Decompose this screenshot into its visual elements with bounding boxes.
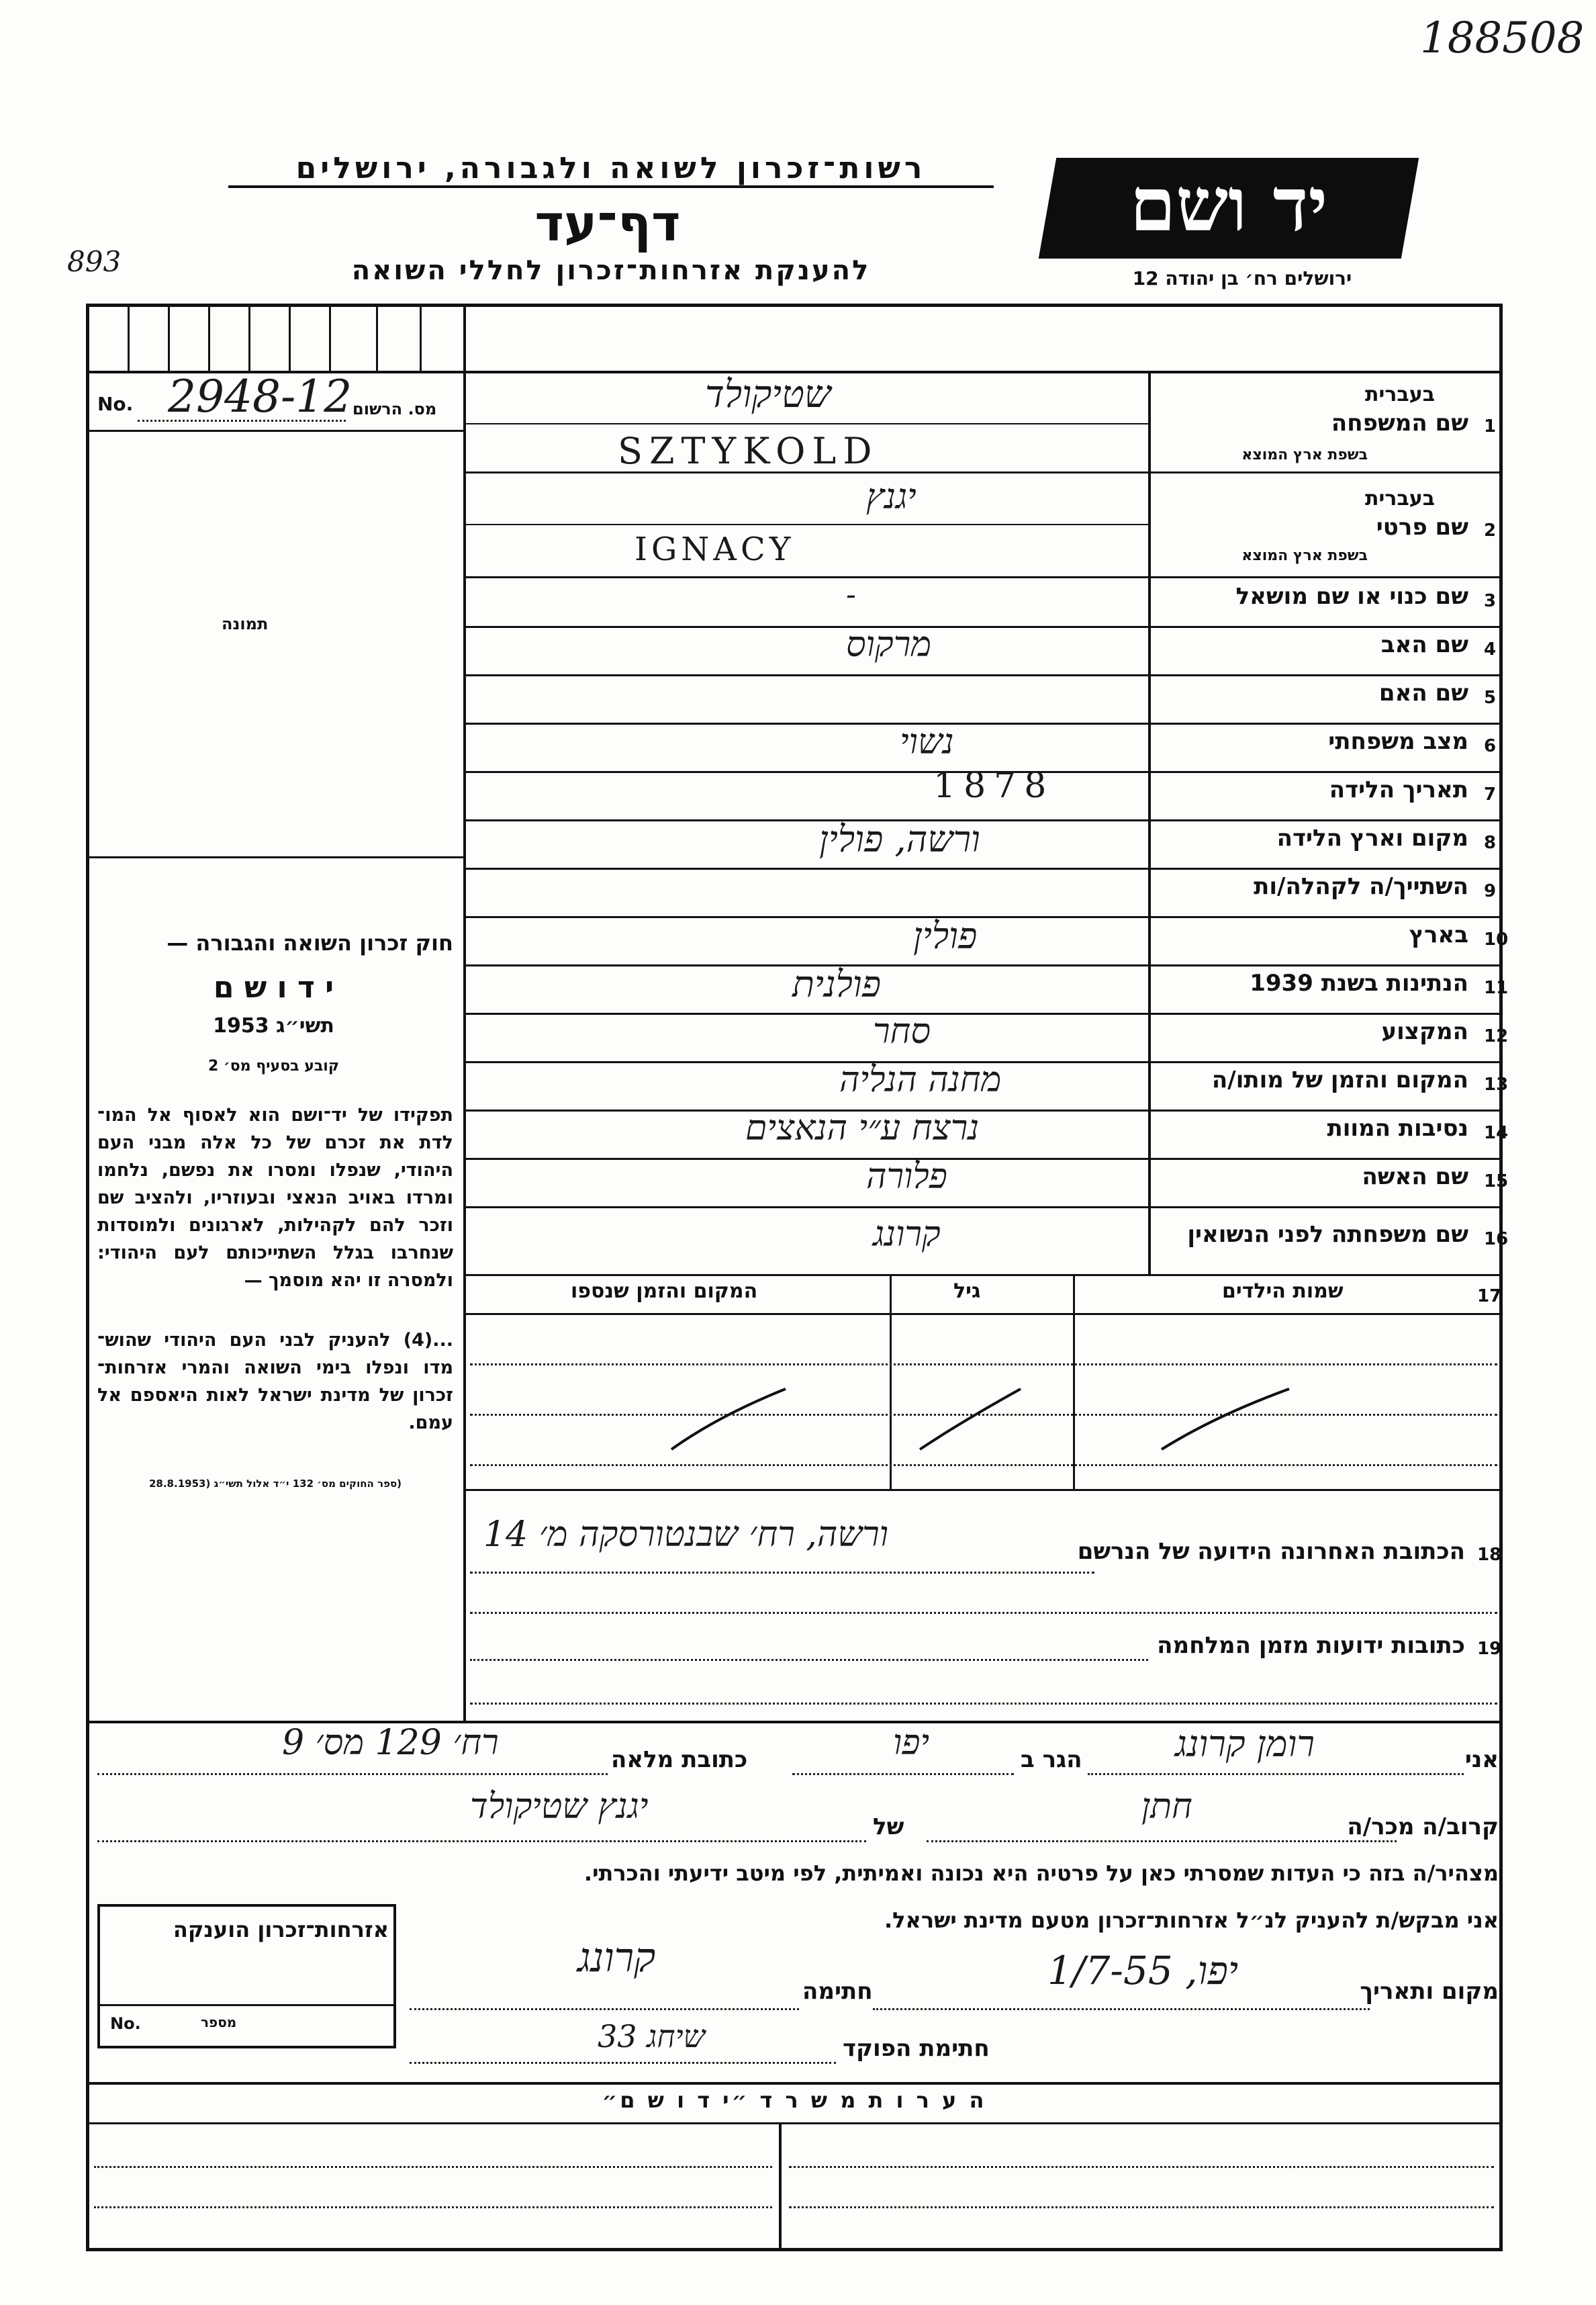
field-label: שם פרטי: [1376, 514, 1468, 541]
surname-original: SZTYKOLD: [618, 430, 879, 472]
reg-label: מס. הרשום: [353, 400, 437, 418]
top-reference-number: 188508: [1420, 13, 1585, 63]
field-label: שם המשפחה: [1331, 410, 1468, 437]
photo-label: תמונה: [222, 615, 269, 633]
request-text: אני מבקש/ת להעניק לנ״ל אזרחות־זכרון מטעם מדינת ישראל.: [884, 1907, 1499, 1933]
declarant-relation: חתן: [1141, 1787, 1192, 1827]
law-name: י ד ו ש ם: [213, 970, 334, 1005]
children-names-header: שמות הילדים: [1222, 1279, 1344, 1303]
side-mark: 893: [67, 245, 122, 278]
children-place-header: המקום והזמן שנספו: [571, 1279, 758, 1303]
officer-signature: שיחג 33: [598, 2018, 706, 2054]
citizenship-box: אזרחות־זכרון הוענקה No. מספר: [97, 1904, 396, 2048]
reg-no-label: No.: [97, 393, 134, 415]
declarant-signature: קרונג: [577, 1934, 656, 1981]
form-title: דף־עד: [534, 195, 681, 253]
hebrew-label: בעברית: [1365, 487, 1435, 510]
declarant-address: רח׳ 129 מס׳ 9: [282, 1723, 499, 1763]
first-name-original: IGNACY: [635, 531, 795, 568]
logo-address: ירושלים רח׳ בן יהודה 12: [1132, 267, 1352, 289]
declarant-name: רומן קרונג: [1175, 1723, 1315, 1765]
children-strike-marks: [463, 1315, 1503, 1489]
surname-hebrew: שטיקולד: [705, 373, 831, 416]
hebrew-label: בעברית: [1365, 383, 1435, 406]
first-name-hebrew: יגנץ: [866, 477, 917, 517]
declarant-of: יגנץ שטיקולד: [470, 1787, 649, 1827]
place-and-date: יפו, 1/7-55: [1047, 1948, 1239, 1993]
orig-label: בשפת ארץ המוצא: [1241, 547, 1368, 564]
law-year: תשי״ג 1953: [213, 1014, 334, 1038]
declaration-text: מצהיר/ה בזה כי העדות שמסרתי כאן על פרטיה היא נכונה ואמיתית, לפי מיטב ידיעתי והכרתי.: [583, 1860, 1499, 1886]
law-paragraph-1: תפקידו של יד־ושם הוא לאסוף אל המו־ לדת את זכרם של כל אלה מבני העם היהודי, שנפלו ומסרו את נפשם, נלחמו ומרדו באויב הנאצי ובעוזריו, ולהציב שם וזכר להם לקהילות, לארגונים ולמוסדות שנחרבו בגלל השתייכותם לעם היהודי: ולמסרה זו יהא מוסמך —: [97, 1105, 453, 1291]
office-notes-title: ה ע ר ו ת מ ש ר ד ״י ד ו ש ם״: [602, 2087, 987, 2113]
registration-number: 2948-12: [168, 371, 353, 422]
law-section: קובע בסעיף מס׳ 2: [207, 1058, 340, 1075]
children-age-header: גיל: [953, 1279, 981, 1303]
law-reference: (ספר החוקים מס׳ 132 י״ד אלול תשי״ג (28.8.1953: [148, 1478, 402, 1490]
logo-text: יד ושם: [1129, 161, 1328, 248]
law-title: חוק זכרון השואה והגבורה —: [167, 930, 453, 956]
orig-label: בשפת ארץ המוצא: [1241, 447, 1368, 463]
declarant-city: יפו: [893, 1723, 930, 1763]
authority-title: רשות־זכרון לשואה ולגבורה, ירושלים: [228, 151, 994, 188]
form-subtitle: להענקת אזרחות־זכרון לחללי השואה: [351, 255, 871, 286]
law-paragraph-2: ...(4) להעניק לבני העם היהודי שהוש־ מדו ונפלו בימי השואה והמרי אזרחות־ זכרון של מדינת ישראל לאות היאספם אל עמם.: [97, 1330, 453, 1433]
